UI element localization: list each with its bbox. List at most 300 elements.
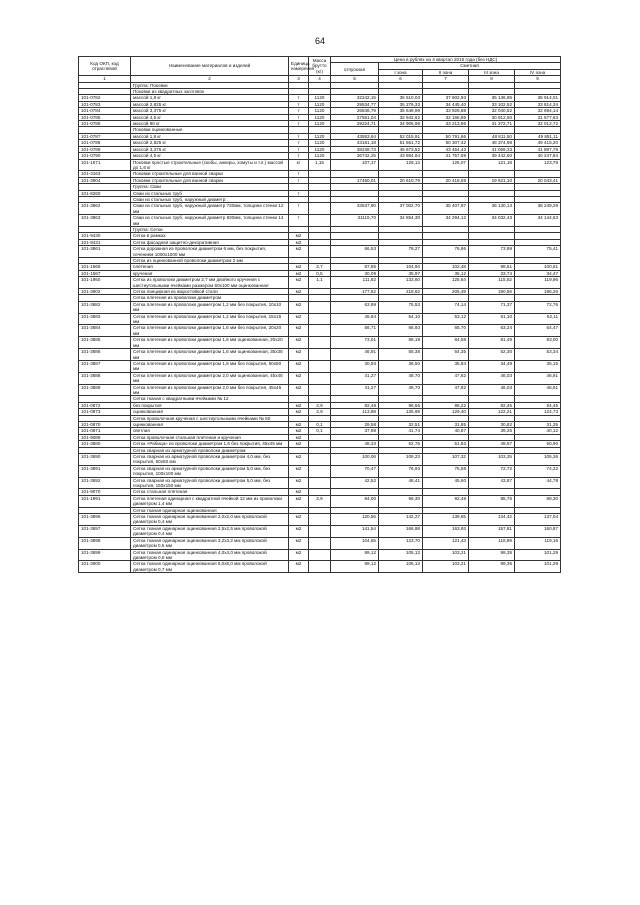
cell-code: 101-0785 — [79, 114, 131, 120]
cell-price-zone-3: 103,25 — [469, 454, 515, 466]
cell-mass — [309, 477, 331, 489]
cell-mass: 2,9 — [309, 402, 331, 408]
cell-name: массой 4,5 кг — [131, 153, 289, 159]
cell-price-zone-3: 41 059,33 — [469, 146, 515, 152]
cell-price-zone-1: 133,60 — [379, 277, 423, 289]
cell-price-wholesale: 43553,64 — [331, 133, 379, 139]
cell-price-zone-4: 119,96 — [515, 277, 561, 289]
table-row — [79, 561, 561, 573]
cell-mass: 1120 — [309, 133, 331, 139]
cell-price-zone-1: 129,13 — [379, 159, 423, 171]
cell-price-zone-2: 74,14 — [423, 301, 469, 313]
cell-price-zone-4: 35,15 — [515, 360, 561, 372]
table-row — [79, 525, 561, 537]
cell-mass: 1120 — [309, 146, 331, 152]
cell-price-zone-1: 48,70 — [379, 372, 423, 384]
cell-price-zone-2: 47,82 — [423, 372, 469, 384]
cell-unit: м2 — [289, 421, 309, 427]
price-table — [78, 56, 561, 573]
cell-price-zone-2: 33 213,86 — [423, 121, 469, 127]
cell-price-zone-4: 41 897,78 — [515, 146, 561, 152]
cell-code: 101-3896 — [79, 514, 131, 526]
cell-price-zone-2: 34 445,40 — [423, 101, 469, 107]
cell-price-zone-1: 46,41 — [379, 477, 423, 489]
cell-price-zone-1: 142,27 — [379, 514, 423, 526]
table-row — [79, 372, 561, 384]
cell-price-zone-4: 31 577,63 — [515, 114, 561, 120]
column-number: 9 — [515, 76, 561, 82]
cell-price-wholesale: 30,09 — [331, 270, 379, 276]
table-row — [79, 360, 561, 372]
cell-price-zone-1: 104,94 — [379, 264, 423, 270]
cell-price-wholesale: 141,54 — [331, 525, 379, 537]
cell-unit: т — [289, 153, 309, 159]
cell-price-wholesale: 66,53 — [331, 246, 379, 258]
cell-name: Сетка проволочная крученая с шестиугольными ячейками № 50 — [131, 415, 289, 421]
cell-mass: 1120 — [309, 108, 331, 114]
cell-unit: м2 — [289, 301, 309, 313]
cell-name: Поковки строительные для ванной сварки — [131, 177, 289, 183]
cell-price-zone-3: 43,87 — [469, 477, 515, 489]
cell-name: Сетка из оцинкованной проволоки диаметром 2 мм — [131, 258, 289, 264]
cell-mass: 1120 — [309, 121, 331, 127]
cell-price-zone-2: 31,85 — [423, 421, 469, 427]
cell-price-zone-2: 35 407,97 — [423, 203, 469, 215]
cell-unit: м2 — [289, 313, 309, 325]
cell-code: 101-3863 — [79, 215, 131, 227]
cell-price-zone-4: 72,76 — [515, 301, 561, 313]
cell-mass — [309, 349, 331, 361]
cell-code: 101-0783 — [79, 101, 131, 107]
cell-unit: т — [289, 177, 309, 183]
cell-price-zone-3: 115,52 — [469, 277, 515, 289]
cell-price-zone-4: 124,73 — [515, 409, 561, 415]
cell-code: 101-3883 — [79, 313, 131, 325]
cell-name: Группа: Сваи — [131, 184, 289, 190]
cell-mass: 0,5 — [309, 270, 331, 276]
cell-price-zone-3: 81,49 — [469, 337, 515, 349]
cell-price-zone-3: 157,81 — [469, 525, 515, 537]
cell-code: 101-0789 — [79, 146, 131, 152]
cell-mass: 2,7 — [309, 264, 331, 270]
cell-price-zone-1: 35 510,03 — [379, 95, 423, 101]
cell-price-zone-4: 34 144,63 — [515, 215, 561, 227]
cell-code: 101-0788 — [79, 140, 131, 146]
cell-unit: т — [289, 140, 309, 146]
cell-price-zone-3: 72,72 — [469, 465, 515, 477]
cell-price-zone-3: 31 372,71 — [469, 121, 515, 127]
cell-code: 101-0872 — [79, 402, 131, 408]
cell-price-zone-1: 52 015,91 — [379, 133, 423, 139]
cell-price-zone-1: 123,70 — [379, 537, 423, 549]
cell-price-wholesale: 31119,70 — [331, 215, 379, 227]
cell-unit: т — [289, 203, 309, 215]
cell-mass — [309, 514, 331, 526]
cell-unit: м2 — [289, 270, 309, 276]
cell-unit: кг — [289, 159, 309, 171]
cell-price-zone-2: 102,48 — [423, 264, 469, 270]
cell-price-wholesale: 111,82 — [331, 277, 379, 289]
column-number: 2 — [131, 76, 289, 82]
cell-price-zone-2: 45,60 — [423, 477, 469, 489]
cell-price-zone-1: 66,93 — [379, 325, 423, 337]
cell-mass: 2,9 — [309, 409, 331, 415]
cell-price-zone-4: 74,22 — [515, 465, 561, 477]
cell-price-zone-2: 205,49 — [423, 289, 469, 295]
cell-price-zone-2: 40,87 — [423, 428, 469, 434]
cell-price-zone-3: 85,76 — [469, 495, 515, 507]
cell-name: Группа: Поковки — [131, 82, 289, 88]
column-number: 7 — [423, 76, 469, 82]
cell-code: 101-3882 — [79, 301, 131, 313]
cell-price-wholesale: 48,33 — [331, 441, 379, 447]
cell-price-zone-2: 75,58 — [423, 465, 469, 477]
table-row — [79, 337, 561, 349]
cell-code: 101-3899 — [79, 549, 131, 561]
cell-name: Сетка панцирная из жаростойкой стали — [131, 289, 289, 295]
cell-price-zone-4: 64,47 — [515, 325, 561, 337]
cell-name: Сетка плетеная из проволоки диаметром 2,0 мм без покрытия, 45х45 мм — [131, 384, 289, 396]
cell-price-zone-3: 73,99 — [469, 246, 515, 258]
table-row — [79, 477, 561, 489]
cell-price-zone-4: 196,26 — [515, 289, 561, 295]
cell-price-wholesale: 33537,90 — [331, 203, 379, 215]
cell-price-zone-2: 125,64 — [423, 277, 469, 289]
cell-code: 101-3897 — [79, 525, 131, 537]
cell-price-wholesale: 45,84 — [331, 313, 379, 325]
cell-mass: 1120 — [309, 114, 331, 120]
table-row — [79, 277, 561, 289]
cell-code: 101-8260 — [79, 190, 131, 196]
cell-price-zone-4: 32 694,14 — [515, 108, 561, 114]
cell-price-wholesale: 73,01 — [331, 337, 379, 349]
cell-code: 101-3880 — [79, 441, 131, 447]
cell-code: 101-3163 — [79, 171, 131, 177]
cell-price-zone-1: 43 884,94 — [379, 153, 423, 159]
cell-price-zone-1: 51 551,72 — [379, 140, 423, 146]
cell-unit: т — [289, 101, 309, 107]
cell-price-zone-4: 31,35 — [515, 421, 561, 427]
cell-name: Сваи из стальных труб, наружный диаметр 820мм, толщина стенки 14 мм — [131, 215, 289, 227]
cell-name: Группа: Сетки — [131, 226, 289, 232]
cell-name: Сетка из проволоки диаметром 2,7 мм двойного кручения с шестиугольными ячейками размером 60х100 мм оцинкованная — [131, 277, 289, 289]
cell-code: 101-0873 — [79, 409, 131, 415]
header-zone-1: I зона — [379, 69, 423, 75]
cell-price-wholesale: 70,47 — [331, 465, 379, 477]
cell-price-wholesale: 17460,01 — [331, 177, 379, 183]
cell-name: массой 3,375 кг — [131, 146, 289, 152]
cell-price-zone-2: 96,22 — [423, 402, 469, 408]
cell-price-zone-1: 35,97 — [379, 270, 423, 276]
cell-price-wholesale: 89,12 — [331, 561, 379, 573]
cell-price-zone-4: 75,41 — [515, 246, 561, 258]
cell-price-zone-2: 54,35 — [423, 349, 469, 361]
cell-price-zone-2: 65,70 — [423, 325, 469, 337]
cell-price-zone-3: 48 374,98 — [469, 140, 515, 146]
cell-name: крученая — [131, 270, 289, 276]
cell-name: массой 2,825 кг — [131, 101, 289, 107]
cell-price-wholesale: 87,85 — [331, 264, 379, 270]
cell-code: 101-3898 — [79, 537, 131, 549]
cell-name: Сетка тканая с квадратными ячейками № 12 — [131, 396, 289, 402]
cell-code: 101-1991 — [79, 495, 131, 507]
cell-price-zone-4: 83,00 — [515, 337, 561, 349]
cell-name: Сетка плетеная из проволоки диаметром 1,6 мм без покрытия, 20х20 мм — [131, 325, 289, 337]
cell-mass — [309, 246, 331, 258]
cell-price-wholesale: 29534,77 — [331, 101, 379, 107]
cell-price-wholesale: 56,71 — [331, 325, 379, 337]
table-row — [79, 495, 561, 507]
cell-name: Поковки из квадратных заготовок — [131, 89, 289, 95]
cell-code: 101-9430 — [79, 233, 131, 239]
column-number: 4 — [309, 76, 331, 82]
cell-mass: 1,15 — [309, 159, 331, 171]
cell-price-zone-4: 105,36 — [515, 454, 561, 466]
cell-code: 101-9431 — [79, 239, 131, 245]
cell-unit: т — [289, 215, 309, 227]
cell-price-zone-3: 121,18 — [469, 159, 515, 171]
cell-code: 101-3887 — [79, 360, 131, 372]
cell-price-zone-4: 101,29 — [515, 561, 561, 573]
cell-name: массой 90 кг — [131, 121, 289, 127]
cell-price-zone-3: 71,37 — [469, 301, 515, 313]
cell-mass — [309, 537, 331, 549]
cell-price-wholesale: 120,56 — [331, 514, 379, 526]
cell-code: 101-3900 — [79, 561, 131, 573]
cell-name: оцинкованная — [131, 409, 289, 415]
cell-mass — [309, 561, 331, 573]
cell-name: Сетка сварная из арматурной проволоки диаметром: — [131, 447, 289, 453]
cell-name: Сетка тканая одинарная оцинкованная 3,2х3,2 мм проволокой диаметром 0,5 мм — [131, 537, 289, 549]
table-row — [79, 384, 561, 396]
cell-name: без покрытия — [131, 402, 289, 408]
cell-mass — [309, 384, 331, 396]
cell-unit: м2 — [289, 372, 309, 384]
cell-name: Сетка фасадная защитно-декоративная — [131, 239, 289, 245]
cell-price-wholesale: 84,00 — [331, 495, 379, 507]
cell-price-zone-4: 46,91 — [515, 372, 561, 384]
cell-name: Сетка тканая одинарная оцинкованная — [131, 507, 289, 513]
cell-price-zone-1: 76,93 — [379, 465, 423, 477]
cell-price-zone-4: 44,78 — [515, 477, 561, 489]
cell-price-zone-2: 126,07 — [423, 159, 469, 171]
cell-name: массой 2,825 кг — [131, 140, 289, 146]
column-number: 6 — [379, 76, 423, 82]
cell-price-zone-1: 109,23 — [379, 454, 423, 466]
table-header — [79, 57, 561, 83]
cell-unit: т — [289, 146, 309, 152]
cell-unit: м2 — [289, 465, 309, 477]
cell-code: 101-3891 — [79, 465, 131, 477]
cell-mass: 0,1 — [309, 421, 331, 427]
cell-price-zone-2: 121,43 — [423, 537, 469, 549]
cell-price-zone-3: 122,21 — [469, 409, 515, 415]
cell-price-zone-1: 55,38 — [379, 349, 423, 361]
cell-price-zone-3: 34 032,43 — [469, 215, 515, 227]
cell-price-zone-1: 166,98 — [379, 525, 423, 537]
cell-unit: м2 — [289, 434, 309, 440]
cell-price-zone-4: 49 851,11 — [515, 133, 561, 139]
cell-unit: м2 — [289, 325, 309, 337]
cell-price-zone-2: 34 294,12 — [423, 215, 469, 227]
cell-price-wholesale: 37,98 — [331, 428, 379, 434]
cell-name: Сетка тканая одинарная оцинкованная 2,0х2,0 мм проволокой диаметром 0,4 мм — [131, 514, 289, 526]
cell-price-zone-1: 45 673,52 — [379, 146, 423, 152]
header-code: Код ОКП, код отраслевой — [79, 57, 131, 76]
cell-mass — [309, 325, 331, 337]
cell-code: 101-0782 — [79, 95, 131, 101]
cell-price-wholesale: 36742,25 — [331, 153, 379, 159]
cell-unit: т — [289, 121, 309, 127]
cell-price-zone-4: 53,34 — [515, 349, 561, 361]
cell-price-zone-3: 34,49 — [469, 360, 515, 372]
cell-mass: 1120 — [309, 140, 331, 146]
cell-price-wholesale: 41,27 — [331, 372, 379, 384]
cell-price-zone-1: 75,53 — [379, 301, 423, 313]
cell-price-zone-3: 36 130,13 — [469, 203, 515, 215]
cell-unit: м2 — [289, 549, 309, 561]
cell-price-wholesale: 29,58 — [331, 421, 379, 427]
cell-code: 101-3904 — [79, 177, 131, 183]
cell-unit: м2 — [289, 514, 309, 526]
cell-name: Сетка сварная из арматурной проволоки диаметром 5,0 мм, без покрытия, 150х150 мм — [131, 477, 289, 489]
cell-mass — [309, 549, 331, 561]
cell-price-zone-4: 34,47 — [515, 270, 561, 276]
cell-code: 101-1566 — [79, 264, 131, 270]
cell-price-zone-1: 54,10 — [379, 313, 423, 325]
cell-price-wholesale: 30,93 — [331, 360, 379, 372]
table-row — [79, 325, 561, 337]
cell-price-zone-1: 36,50 — [379, 360, 423, 372]
cell-price-zone-2: 103,21 — [423, 549, 469, 561]
cell-name: Сваи из стальных труб, наружный диаметр: — [131, 196, 289, 202]
cell-price-zone-1: 37 002,70 — [379, 203, 423, 215]
column-number: 5 — [331, 76, 379, 82]
cell-name: Сетка плетеная из проволоки диаметром 2,0 мм оцинкованная, 45х45 мм — [131, 372, 289, 384]
cell-price-wholesale: 177,52 — [331, 289, 379, 295]
cell-price-zone-1: 105,13 — [379, 561, 423, 573]
cell-price-zone-1: 32 942,62 — [379, 114, 423, 120]
cell-price-zone-3: 19 621,10 — [469, 177, 515, 183]
cell-price-zone-3: 116,89 — [469, 537, 515, 549]
cell-unit: м2 — [289, 349, 309, 361]
cell-price-zone-3: 92,45 — [469, 402, 515, 408]
cell-unit: м2 — [289, 477, 309, 489]
cell-unit: м2 — [289, 454, 309, 466]
cell-code: 101-0787 — [79, 133, 131, 139]
cell-unit: м2 — [289, 289, 309, 295]
cell-name: Сваи из стальных труб — [131, 190, 289, 196]
cell-price-zone-4: 46,91 — [515, 384, 561, 396]
cell-price-zone-2: 47,82 — [423, 384, 469, 396]
cell-name: Сетка плетеная из проволоки диаметром 1,8 мм без покрытия, 50х50 мм — [131, 360, 289, 372]
cell-price-zone-4: 94,45 — [515, 402, 561, 408]
cell-price-wholesale: 63,99 — [331, 301, 379, 313]
cell-price-wholesale: 29224,71 — [331, 121, 379, 127]
column-number: 8 — [469, 76, 515, 82]
cell-unit: м2 — [289, 409, 309, 415]
cell-mass — [309, 360, 331, 372]
cell-price-zone-2: 32 166,85 — [423, 114, 469, 120]
cell-price-zone-4: 33 814,34 — [515, 101, 561, 107]
page-number: 64 — [314, 36, 325, 46]
cell-code: 101-3889 — [79, 384, 131, 396]
cell-name: Сетка плетеная одинарная с квадратной ячейкой 12 мм из проволоки диаметром 1,4 мм — [131, 495, 289, 507]
cell-name: Поковки простые строительные (скобы, анкеры, хомуты и т.п.) массой до 1,6 кг — [131, 159, 289, 171]
cell-code: 101-0784 — [79, 108, 131, 114]
cell-unit: м2 — [289, 337, 309, 349]
header-zone-2: II зона — [423, 69, 469, 75]
table-row — [79, 246, 561, 258]
cell-code: 101-3885 — [79, 337, 131, 349]
cell-unit: т — [289, 190, 309, 196]
table-row — [79, 465, 561, 477]
column-number: 1 — [79, 76, 131, 82]
cell-price-zone-4: 52,11 — [515, 313, 561, 325]
cell-price-zone-4: 50,90 — [515, 441, 561, 447]
cell-name: Сетка тканая одинарная оцинкованная 4,0х4,0 мм проволокой диаметром 0,6 мм — [131, 549, 289, 561]
cell-name: Сетка стальная плетеная — [131, 489, 289, 495]
table-row — [79, 203, 561, 215]
cell-unit: м2 — [289, 489, 309, 495]
cell-mass: 2,9 — [309, 495, 331, 507]
cell-code: 101-1950 — [79, 277, 131, 289]
cell-mass: 1120 — [309, 95, 331, 101]
cell-name: оцинкованная — [131, 421, 289, 427]
cell-price-wholesale: 32242,15 — [331, 95, 379, 101]
cell-price-zone-1: 41,74 — [379, 428, 423, 434]
cell-mass — [309, 337, 331, 349]
cell-name: Сетка плетеная из проволоки диаметром 1,6 мм оцинкованная, 35х35 мм — [131, 349, 289, 361]
cell-name: Сетка плетеная из проволоки диаметром 1,2 мм без покрытия, 15х15 мм — [131, 313, 289, 325]
cell-mass — [309, 203, 331, 215]
cell-price-zone-2: 107,32 — [423, 454, 469, 466]
cell-price-zone-3: 33 102,52 — [469, 101, 515, 107]
cell-price-zone-4: 123,78 — [515, 159, 561, 171]
cell-price-wholesale: 107,17 — [331, 159, 379, 171]
cell-price-zone-2: 51,83 — [423, 441, 469, 447]
cell-code: 101-3902 — [79, 289, 131, 295]
cell-price-zone-1: 96,30 — [379, 495, 423, 507]
cell-price-wholesale: 46,91 — [331, 349, 379, 361]
cell-mass — [309, 215, 331, 227]
cell-code: 101-3890 — [79, 454, 131, 466]
cell-price-zone-4: 119,16 — [515, 537, 561, 549]
cell-price-wholesale: 26846,79 — [331, 108, 379, 114]
cell-name: массой 1,8 кг — [131, 95, 289, 101]
table-row — [79, 514, 561, 526]
cell-price-zone-3: 39 442,60 — [469, 153, 515, 159]
cell-unit: м2 — [289, 239, 309, 245]
cell-price-zone-1: 218,62 — [379, 289, 423, 295]
cell-code: 101-0790 — [79, 153, 131, 159]
cell-price-zone-2: 76,86 — [423, 246, 469, 258]
cell-price-zone-2: 35,12 — [423, 270, 469, 276]
cell-price-zone-3: 98,51 — [469, 264, 515, 270]
table-row — [79, 215, 561, 227]
cell-price-zone-3: 35 136,95 — [469, 95, 515, 101]
cell-unit: т — [289, 133, 309, 139]
cell-name: Сетка в рамках — [131, 233, 289, 239]
header-unit: Единица измерения — [289, 57, 309, 76]
table-row — [79, 549, 561, 561]
cell-price-zone-1: 34 854,30 — [379, 215, 423, 227]
cell-unit: м2 — [289, 360, 309, 372]
cell-name: Сетка «Рабица» из проволоки диаметром 1,6 без покрытия, 45х45 мм — [131, 441, 289, 447]
cell-price-zone-3: 51,10 — [469, 313, 515, 325]
header-estimate: Сметная — [379, 63, 561, 69]
cell-code: 101-9089 — [79, 434, 131, 440]
